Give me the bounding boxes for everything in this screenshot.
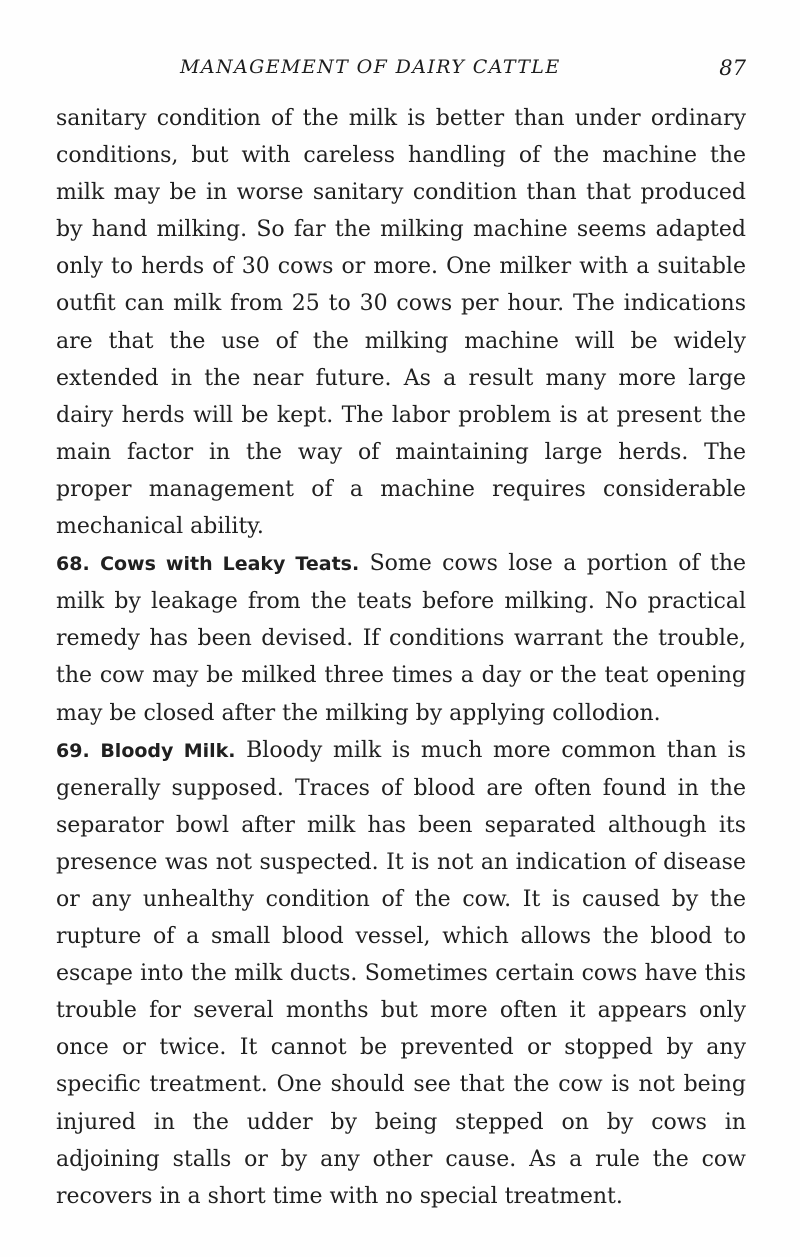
section-number: 68.	[56, 553, 90, 576]
page-number: 87	[719, 56, 746, 80]
paragraph-section-69	[56, 732, 746, 1215]
body-text	[56, 100, 746, 1215]
section-number: 69.	[56, 739, 90, 762]
section-heading: Bloody Milk.	[100, 739, 236, 762]
section-heading: Cows with Leaky Teats.	[100, 553, 360, 576]
running-title: MANAGEMENT OF DAIRY CATTLE	[180, 56, 561, 78]
paragraph-section-68	[56, 545, 746, 731]
paragraph-continuation	[56, 100, 746, 545]
paragraph-text: Bloody milk is much more common than is generally supposed. Traces of blood are often found in the separator bowl after milk has been separated although its presence was not suspected. It is not an indication of disease or any unhealthy condition of the cow. It is caused by the rupture of a small blood vessel, which allows the blood to escape into the milk ducts. Sometimes certain cows have this trouble for several months but more often it appears only once or twice. It cannot be prevented or stopped by any specific treatment. One should see that the cow is not being injured in the udder by being stepped on by cows in adjoining stalls or by any other cause. As a rule the cow recovers in a short time with no special treatment.	[56, 737, 746, 1209]
paragraph-text: sanitary condition of the milk is better than under ordinary conditions, but with careless handling of the machine the milk may be in worse sanitary condition than that produced by hand milking. So far the milking machine seems adapted only to herds of 30 cows or more. One milker with a suitable outfit can milk from 25 to 30 cows per hour. The indications are that the use of the milking machine will be widely extended in the near future. As a result many more large dairy herds will be kept. The labor problem is at present the main factor in the way of maintaining large herds. The proper management of a machine requires considerable mechanical ability.	[56, 106, 746, 540]
paragraph-text: Some cows lose a portion of the milk by leakage from the teats before milking. No practical remedy has been devised. If conditions warrant the trouble, the cow may be milked three times a day or the teat opening may be closed after the milking by applying collodion.	[56, 551, 747, 726]
running-head	[56, 56, 746, 86]
